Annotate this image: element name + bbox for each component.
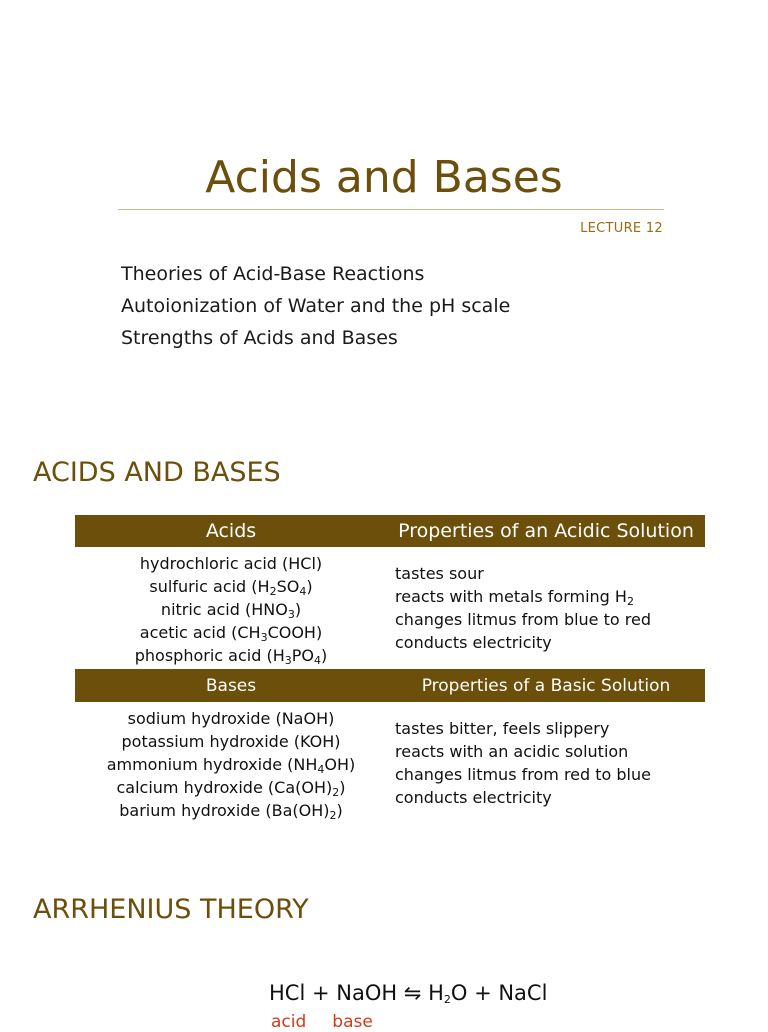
topic-item: Theories of Acid-Base Reactions xyxy=(121,263,425,285)
section-heading-acids-bases: ACIDS AND BASES xyxy=(33,457,281,488)
base-item: sodium hydroxide (NaOH) xyxy=(127,709,335,728)
acid-properties-column-header: Properties of an Acidic Solution xyxy=(398,520,694,542)
base-item: barium hydroxide $(Ba(OH)_2)$ xyxy=(119,801,343,822)
acid-item: hydrochloric acid (HCl) xyxy=(139,554,323,573)
topic-item: Autoionization of Water and the pH scale xyxy=(121,295,511,317)
acid-property-item: reacts with metals forming $H_2$ xyxy=(395,587,634,608)
acid-property-item: conducts electricity xyxy=(395,633,552,652)
base-item: ammonium hydroxide $(NH_4OH)$ xyxy=(106,755,356,776)
acid-item: acetic acid $(CH_3COOH)$ xyxy=(139,623,323,644)
base-properties-list xyxy=(395,717,700,809)
acids-header-row xyxy=(75,515,705,547)
base-item: calcium hydroxide $(Ca(OH)_2)$ xyxy=(116,778,346,799)
equation-labels xyxy=(271,1012,373,1032)
topic-list xyxy=(121,258,510,354)
base-item: potassium hydroxide (KOH) xyxy=(121,732,341,751)
page-title: Acids and Bases xyxy=(205,152,563,203)
lecture-label: LECTURE 12 xyxy=(580,221,663,236)
base-properties-column-header: Properties of a Basic Solution xyxy=(421,675,671,696)
acids-column-header: Acids xyxy=(205,520,257,542)
reaction-equation: HCl + NaOH ⇋ $H_2O$ + NaCl xyxy=(269,981,548,1006)
bases-header-row xyxy=(75,669,705,702)
title-divider xyxy=(118,209,664,210)
acid-item: sulfuric acid $(H_2SO_4)$ xyxy=(149,577,313,598)
section-heading-arrhenius: ARRHENIUS THEORY xyxy=(33,894,309,925)
base-label: base xyxy=(332,1012,373,1032)
topic-item: Strengths of Acids and Bases xyxy=(121,327,398,349)
base-property-item: changes litmus from red to blue xyxy=(395,765,651,784)
acid-item: nitric acid $(HNO_3)$ xyxy=(160,600,302,621)
acids-list xyxy=(75,552,387,667)
acid-label: acid xyxy=(271,1012,307,1032)
base-property-item: tastes bitter, feels slippery xyxy=(395,719,610,738)
acid-properties-list xyxy=(395,562,700,654)
bases-list xyxy=(75,707,387,822)
base-property-item: reacts with an acidic solution xyxy=(395,742,629,761)
acid-property-item: tastes sour xyxy=(395,564,484,583)
bases-column-header: Bases xyxy=(205,675,257,696)
acid-item: phosphoric acid $(H_3PO_4)$ xyxy=(134,646,328,667)
acid-property-item: changes litmus from blue to red xyxy=(395,610,651,629)
base-property-item: conducts electricity xyxy=(395,788,552,807)
